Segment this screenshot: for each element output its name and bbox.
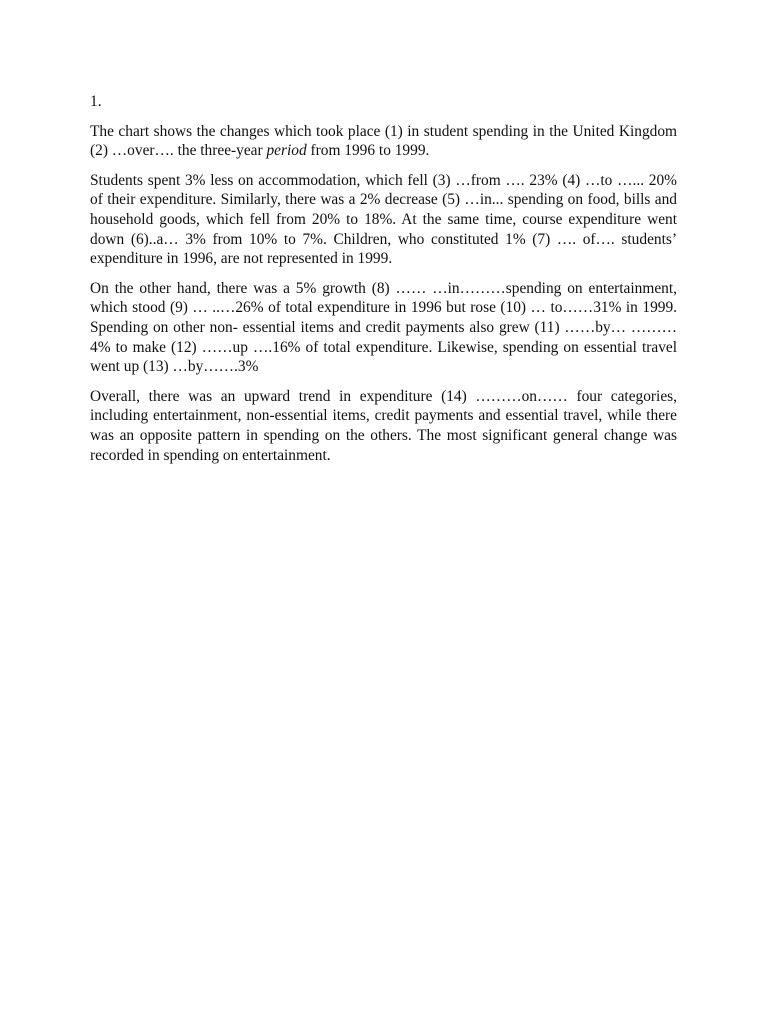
paragraph-intro-italic: period	[266, 142, 307, 160]
paragraph-intro-text-b: from 1996 to 1999.	[306, 142, 430, 160]
paragraph-decreases: Students spent 3% less on accommodation, which fell (3) …from …. 23% (4) …to …... 20% of their expenditure. Similarly, there was a 2% decrease (5) …in... spending on food, bills and household goods, which fell from 20% to 18%. At the same time, course expenditure went down (6)..a… 3% from 10% to 7%. Children, who constituted 1% (7) …. of…. students’ expenditure in 1996, are not represented in 1999.	[90, 171, 677, 268]
document-page	[90, 92, 677, 465]
paragraph-overall: Overall, there was an upward trend in expenditure (14) ………on…… four categories, including entertainment, non-essential items, credit payments and essential travel, while there was an opposite pattern in spending on the others. The most significant general change was recorded in spending on entertainment.	[90, 387, 677, 464]
paragraph-intro	[90, 122, 677, 161]
paragraph-intro-text-a: The chart shows the changes which took place (1) in student spending in the United Kingdom (2) …over…. the three-year	[90, 122, 677, 160]
exercise-number: 1.	[90, 93, 102, 110]
paragraph-increases: On the other hand, there was a 5% growth (8) …… …in………spending on entertainment, which stood (9) … ..…26% of total expenditure in 1996 but rose (10) … to……31% in 1999. Spending on other non- essential items and credit payments also grew (11) ……by… ……… 4% to make (12) ……up ….16% of total expenditure. Likewise, spending on essential travel went up (13) …by…….3%	[90, 279, 677, 376]
